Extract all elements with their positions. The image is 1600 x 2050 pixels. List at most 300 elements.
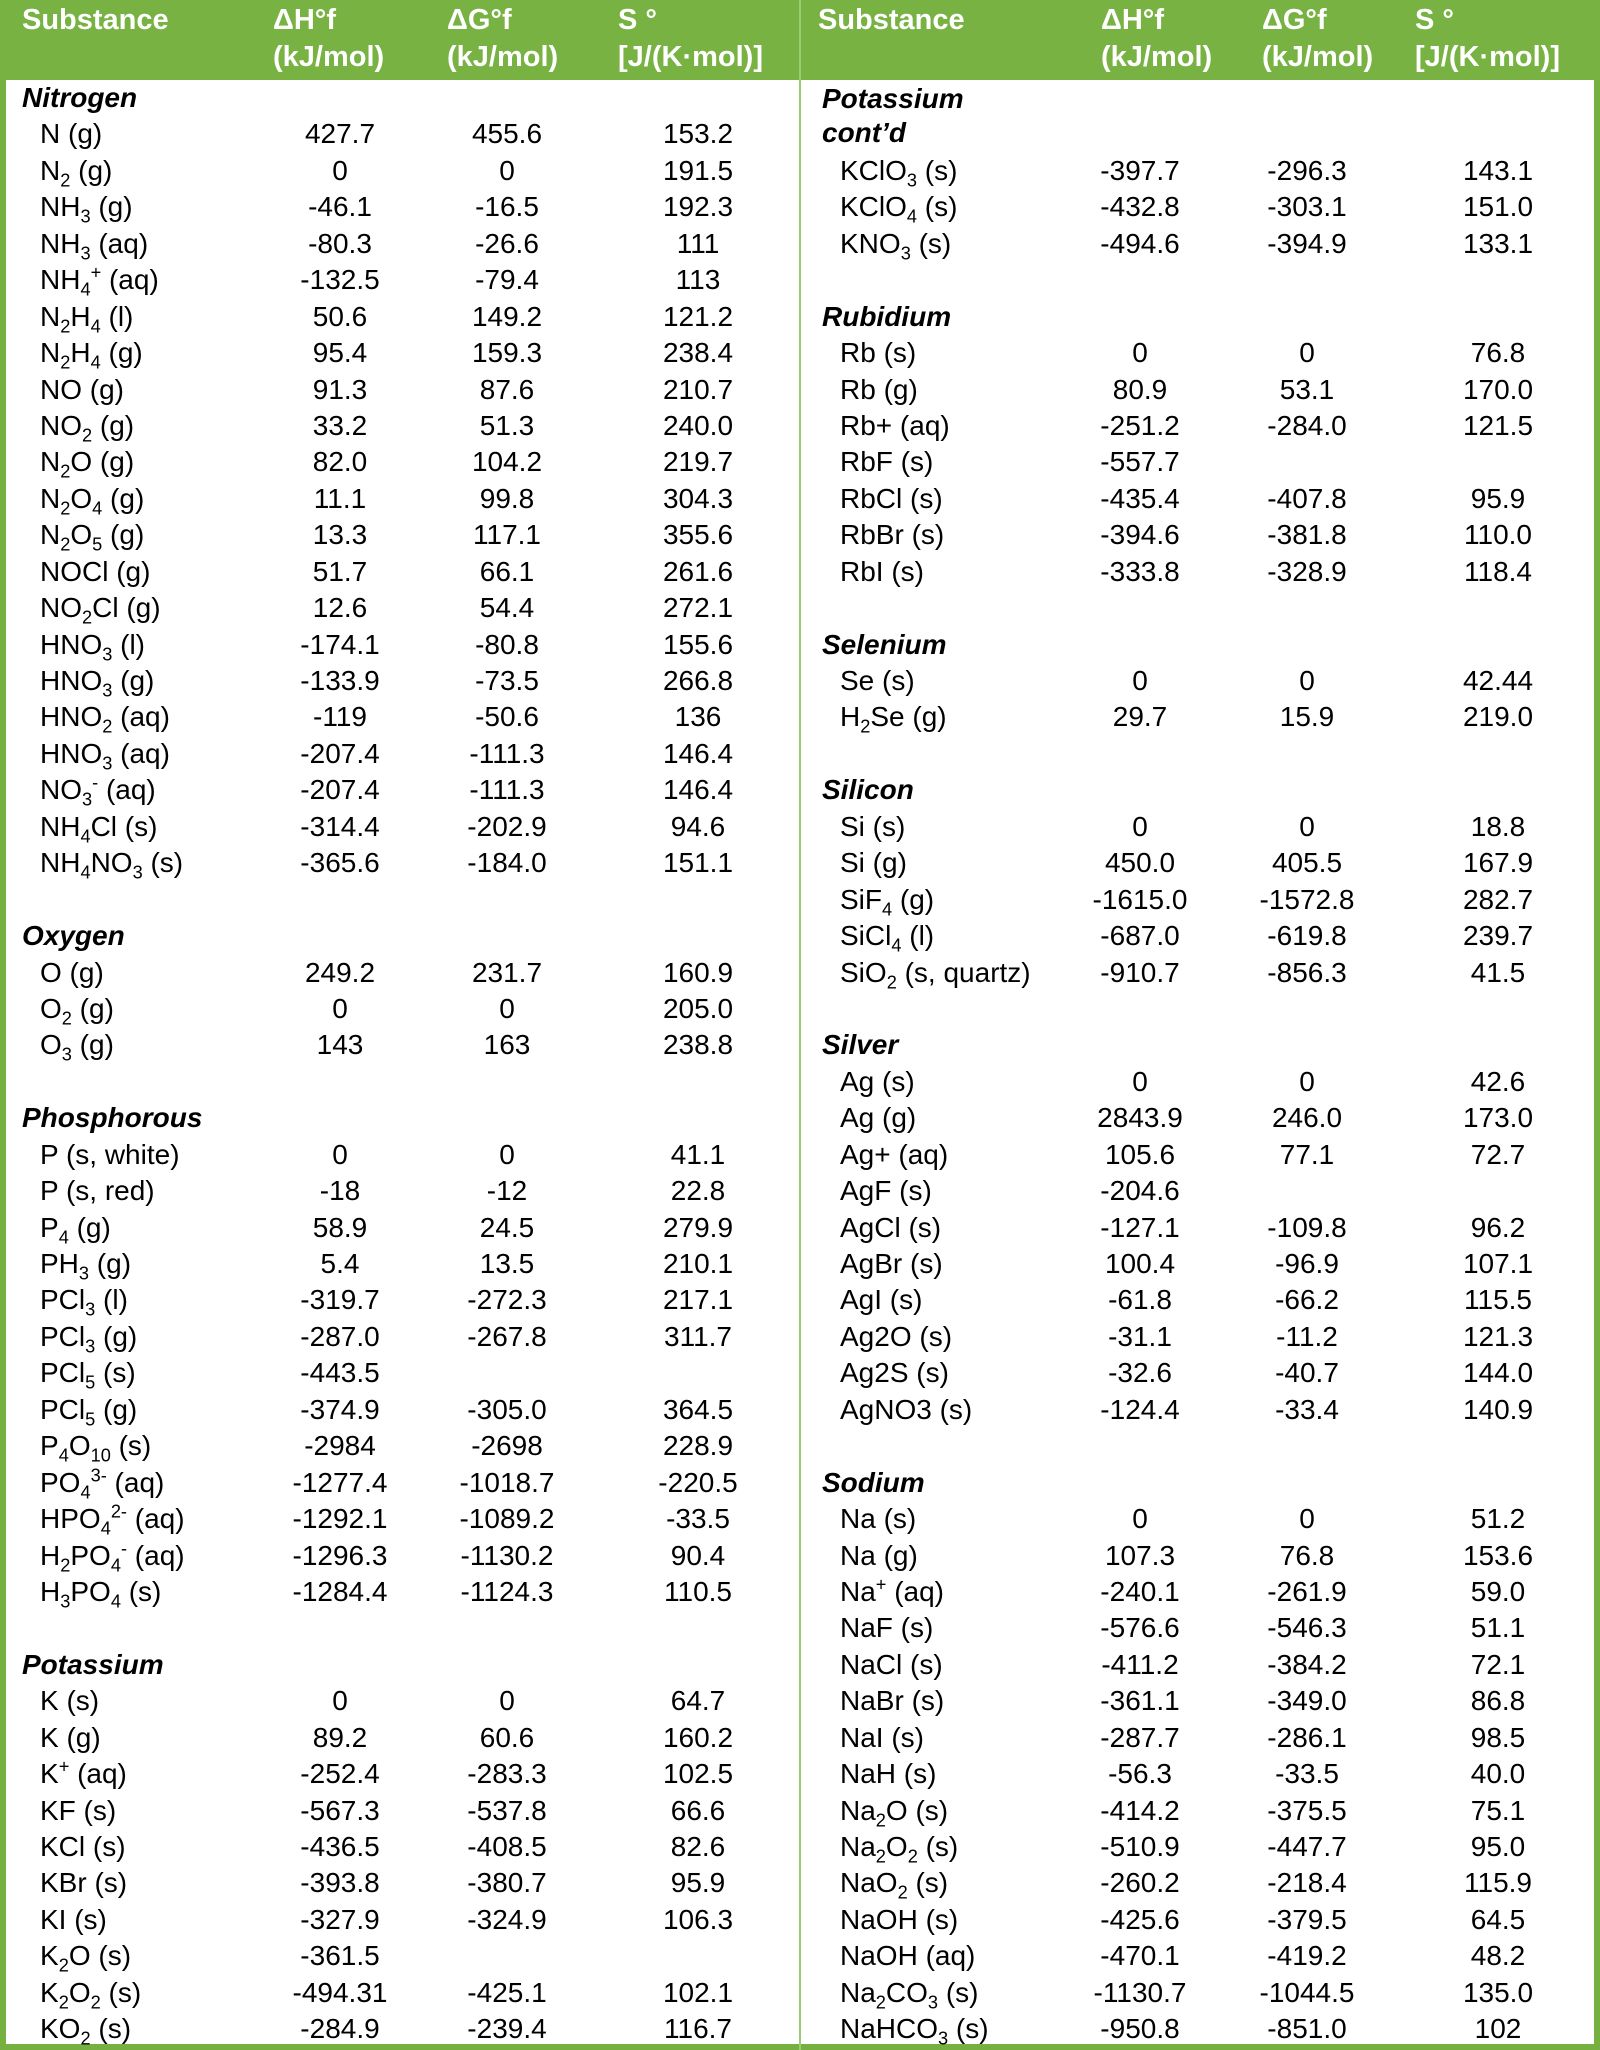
substance-cell: KCl (s) <box>40 1831 126 1862</box>
enthalpy-cell: -361.5 <box>300 1940 380 1972</box>
gibbs-energy-cell: -1044.5 <box>1259 1976 1355 2008</box>
substance-cell: $HNO_2$ (aq) <box>40 701 170 738</box>
table-row <box>800 1319 1600 1355</box>
gibbs-energy-cell: -40.7 <box>1275 1357 1339 1389</box>
gibbs-energy-cell: 24.5 <box>479 1211 535 1243</box>
enthalpy-cell: 0 <box>1132 1503 1148 1535</box>
substance-cell: Ag+ (aq) <box>840 1138 949 1170</box>
table-row <box>0 1282 800 1321</box>
substance-cell: $Na_2CO_3$ (s) <box>840 1976 979 2013</box>
entropy-cell: 135.0 <box>1462 1976 1534 2008</box>
header-enthalpy-right: ΔH°f (kJ/mol) <box>1101 4 1213 73</box>
table-row <box>800 1246 1600 1282</box>
gibbs-energy-cell: -851.0 <box>1267 2013 1347 2045</box>
enthalpy-cell: 107.3 <box>1104 1539 1176 1571</box>
enthalpy-cell: -240.1 <box>1100 1575 1180 1607</box>
enthalpy-cell: -432.8 <box>1100 191 1180 223</box>
enthalpy-cell: 0 <box>1132 1065 1148 1097</box>
substance-cell: $Na_2O$ (s) <box>840 1794 949 1831</box>
header-entropy-right: S ° [J/(K·mol)] <box>1415 4 1560 73</box>
substance-cell: $H_2Se$ (g) <box>840 701 947 738</box>
gibbs-energy-cell: -12 <box>486 1175 528 1207</box>
entropy-cell: 40.0 <box>1470 1758 1526 1790</box>
table-row <box>0 444 800 480</box>
table-row <box>800 517 1600 553</box>
substance-cell: $NO_2$ (g) <box>40 409 135 446</box>
table-row <box>0 335 800 371</box>
substance-cell: SiF$_4$ (g) <box>840 883 935 920</box>
substance-cell: $K_2O$ (s) <box>40 1940 132 1976</box>
gibbs-energy-cell: -296.3 <box>1267 154 1347 186</box>
substance-cell: NOCl (g) <box>40 555 151 587</box>
gibbs-energy-cell: 163 <box>483 1029 531 1061</box>
substance-cell: SiO$_2$ (s, quartz) <box>840 956 1031 993</box>
entropy-cell: -33.5 <box>666 1503 730 1535</box>
table-row <box>800 1355 1600 1391</box>
gibbs-energy-cell: -79.4 <box>475 264 539 296</box>
table-row <box>0 1465 800 1501</box>
entropy-cell: 96.2 <box>1470 1211 1526 1243</box>
substance-cell: $NH_4Cl$ (s) <box>40 810 158 847</box>
substance-cell: $NH_3$ (g) <box>40 191 133 227</box>
substance-cell: Na+ (aq) <box>840 1574 944 1607</box>
gibbs-energy-cell: -1572.8 <box>1259 883 1355 915</box>
gibbs-energy-cell: -408.5 <box>467 1831 547 1862</box>
table-row <box>0 1501 800 1537</box>
gibbs-energy-cell: -394.9 <box>1267 227 1347 259</box>
table-row <box>0 116 800 152</box>
substance-cell: P (s, white) <box>40 1138 180 1170</box>
header-enthalpy-left: ΔH°f (kJ/mol) <box>273 4 385 73</box>
substance-cell: KBr (s) <box>40 1867 128 1899</box>
substance-cell: Ag2S (s) <box>840 1357 949 1389</box>
substance-cell: KI (s) <box>40 1903 107 1935</box>
gibbs-energy-cell: -267.8 <box>467 1320 547 1352</box>
header-separator <box>799 0 801 80</box>
table-row <box>800 372 1600 408</box>
enthalpy-cell: -260.2 <box>1100 1867 1180 1899</box>
entropy-cell: 173.0 <box>1462 1102 1534 1134</box>
enthalpy-cell: 80.9 <box>1112 373 1168 405</box>
entropy-cell: 110.5 <box>664 1575 732 1607</box>
substance-cell: Na (g) <box>840 1539 918 1571</box>
gibbs-energy-cell: -2698 <box>471 1430 543 1462</box>
gibbs-energy-cell: -16.5 <box>475 191 539 223</box>
table-row <box>0 2011 800 2047</box>
enthalpy-cell: -393.8 <box>300 1867 380 1899</box>
substance-cell: AgNO3 (s) <box>840 1393 973 1425</box>
entropy-cell: 48.2 <box>1470 1940 1526 1972</box>
substance-cell: Rb (s) <box>840 337 917 369</box>
entropy-cell: 51.2 <box>1470 1503 1526 1535</box>
gibbs-energy-cell: 0 <box>499 1685 515 1717</box>
gibbs-energy-cell: -111.3 <box>469 774 545 806</box>
gibbs-energy-cell: 60.6 <box>479 1721 535 1753</box>
section-heading <box>800 1465 1600 1501</box>
enthalpy-cell: -207.4 <box>300 774 380 806</box>
substance-cell: NaO$_2$ (s) <box>840 1867 949 1904</box>
table-row <box>800 2011 1600 2047</box>
entropy-cell: 355.6 <box>662 519 734 551</box>
enthalpy-cell: -910.7 <box>1100 956 1180 988</box>
entropy-cell: 266.8 <box>662 665 734 696</box>
substance-cell: $NH_4^+$ (aq) <box>40 262 159 300</box>
substance-cell: $N_2H_4$ (g) <box>40 337 143 373</box>
table-row <box>0 736 800 772</box>
table-row <box>0 262 800 298</box>
table-row <box>800 1501 1600 1537</box>
entropy-cell: 115.5 <box>1464 1284 1532 1316</box>
header-gibbs-right: ΔG°f (kJ/mol) <box>1262 4 1374 73</box>
gibbs-energy-cell: -375.5 <box>1267 1794 1347 1826</box>
table-row <box>0 189 800 225</box>
enthalpy-cell: 58.9 <box>312 1211 368 1243</box>
substance-cell: $O_3$ (g) <box>40 1029 114 1065</box>
table-row <box>0 1683 800 1719</box>
substance-cell: $NO_2Cl$ (g) <box>40 592 161 628</box>
section-heading <box>0 80 800 116</box>
table-row <box>800 1137 1600 1173</box>
table-row <box>800 1902 1600 1938</box>
substance-cell: Se (s) <box>840 665 915 697</box>
enthalpy-cell: -494.31 <box>292 1976 388 2008</box>
enthalpy-cell: -374.9 <box>300 1393 380 1425</box>
header-substance-right: Substance <box>818 4 965 36</box>
table-row <box>800 335 1600 371</box>
entropy-cell: 121.3 <box>1462 1320 1534 1352</box>
substance-cell: AgF (s) <box>840 1175 932 1207</box>
entropy-cell: 136 <box>674 701 722 733</box>
enthalpy-cell: 12.6 <box>312 592 368 624</box>
table-row <box>800 1173 1600 1209</box>
entropy-cell: 116.7 <box>664 2013 732 2045</box>
enthalpy-cell: -133.9 <box>300 665 380 696</box>
table-row <box>0 1938 800 1974</box>
gibbs-energy-cell: -447.7 <box>1267 1831 1347 1863</box>
substance-cell: $O_2$ (g) <box>40 992 114 1029</box>
entropy-cell: 113 <box>675 264 721 296</box>
gibbs-energy-cell: -1018.7 <box>459 1466 555 1498</box>
substance-cell: RbI (s) <box>840 555 924 587</box>
enthalpy-cell: 0 <box>332 992 348 1024</box>
table-row <box>0 809 800 845</box>
entropy-cell: 279.9 <box>662 1211 734 1243</box>
entropy-cell: 41.5 <box>1470 956 1526 988</box>
enthalpy-cell: -46.1 <box>308 191 372 223</box>
substance-cell: KClO$_4$ (s) <box>840 191 958 227</box>
table-row <box>0 1392 800 1428</box>
entropy-cell: 160.2 <box>662 1721 734 1753</box>
table-row <box>0 1793 800 1829</box>
gibbs-energy-cell: 99.8 <box>479 482 535 514</box>
table-row <box>0 663 800 699</box>
enthalpy-cell: 0 <box>1132 810 1148 842</box>
enthalpy-cell: -252.4 <box>300 1758 380 1790</box>
gibbs-energy-cell: -286.1 <box>1267 1721 1347 1753</box>
table-row <box>0 1210 800 1246</box>
table-row <box>800 1210 1600 1246</box>
entropy-cell: 115.9 <box>1464 1867 1532 1899</box>
table-row <box>800 226 1600 262</box>
substance-cell: NaI (s) <box>840 1721 924 1753</box>
substance-cell: O (g) <box>40 956 104 988</box>
table-row <box>800 1683 1600 1719</box>
enthalpy-cell: -204.6 <box>1100 1175 1180 1207</box>
table-row <box>800 1829 1600 1865</box>
gibbs-energy-cell: 0 <box>1299 337 1315 369</box>
entropy-cell: 240.0 <box>662 409 734 441</box>
entropy-cell: 205.0 <box>662 992 734 1024</box>
table-row <box>0 1975 800 2011</box>
substance-cell: $H_3PO_4$ (s) <box>40 1575 162 1612</box>
substance-cell: NaOH (s) <box>840 1903 959 1935</box>
substance-cell: $H_2PO_4^-$ (aq) <box>40 1538 185 1576</box>
enthalpy-cell: -124.4 <box>1100 1393 1180 1425</box>
table-row <box>0 772 800 808</box>
enthalpy-cell: 5.4 <box>320 1248 360 1279</box>
table-row <box>800 481 1600 517</box>
gibbs-energy-cell: -419.2 <box>1267 1940 1347 1972</box>
gibbs-energy-cell: 66.1 <box>479 555 535 587</box>
substance-cell: $N_2O_5$ (g) <box>40 519 145 555</box>
enthalpy-cell: 249.2 <box>304 956 376 988</box>
gibbs-energy-cell: -349.0 <box>1267 1685 1347 1717</box>
enthalpy-cell: -494.6 <box>1100 227 1180 259</box>
header-entropy-left: S ° [J/(K·mol)] <box>618 4 763 73</box>
table-row <box>800 1392 1600 1428</box>
enthalpy-cell: -284.9 <box>300 2013 380 2045</box>
entropy-cell: 144.0 <box>1462 1357 1534 1389</box>
substance-cell: AgI (s) <box>840 1284 923 1316</box>
section-heading <box>800 80 1600 153</box>
enthalpy-cell: -2984 <box>304 1430 376 1462</box>
substance-cell: AgBr (s) <box>840 1248 943 1280</box>
gibbs-energy-cell: -202.9 <box>467 810 547 842</box>
spacer-row <box>0 1610 800 1646</box>
substance-cell: Ag2O (s) <box>840 1320 953 1352</box>
enthalpy-cell: -327.9 <box>300 1903 380 1935</box>
substance-cell: PCl$_5$ (s) <box>40 1357 136 1393</box>
entropy-cell: 51.1 <box>1470 1612 1526 1644</box>
section-heading <box>800 1027 1600 1063</box>
entropy-cell: 72.1 <box>1470 1648 1526 1680</box>
enthalpy-cell: 0 <box>1132 337 1148 369</box>
section-heading <box>0 918 800 954</box>
entropy-cell: 192.3 <box>662 191 734 223</box>
entropy-cell: 59.0 <box>1470 1575 1526 1607</box>
enthalpy-cell: -411.2 <box>1101 1648 1179 1680</box>
header-gibbs-left: ΔG°f (kJ/mol) <box>447 4 559 73</box>
enthalpy-cell: -119 <box>313 701 367 733</box>
enthalpy-cell: -287.0 <box>300 1320 380 1352</box>
table-row <box>0 481 800 517</box>
table-row <box>800 1282 1600 1318</box>
gibbs-energy-cell: -1089.2 <box>459 1503 555 1535</box>
entropy-cell: 95.9 <box>1470 482 1526 514</box>
substance-cell: $NO_3^-$ (aq) <box>40 772 156 810</box>
table-row <box>800 1610 1600 1646</box>
entropy-cell: 160.9 <box>662 956 734 988</box>
entropy-cell: 118.4 <box>1464 555 1532 587</box>
entropy-cell: 238.8 <box>662 1029 734 1061</box>
entropy-cell: 22.8 <box>670 1175 726 1207</box>
enthalpy-cell: 427.7 <box>304 118 376 150</box>
gibbs-energy-cell: -261.9 <box>1267 1575 1347 1607</box>
table-row <box>800 1538 1600 1574</box>
table-row <box>800 1793 1600 1829</box>
entropy-cell: 64.5 <box>1470 1903 1526 1935</box>
right-column <box>800 80 1600 2048</box>
gibbs-energy-cell: 0 <box>1299 1503 1315 1535</box>
table-row <box>0 991 800 1027</box>
entropy-cell: 140.9 <box>1462 1393 1534 1425</box>
table-row <box>800 1100 1600 1136</box>
entropy-cell: 64.7 <box>670 1685 726 1717</box>
enthalpy-cell: -314.4 <box>300 810 380 842</box>
enthalpy-cell: -361.1 <box>1100 1685 1180 1717</box>
entropy-cell: 95.0 <box>1470 1831 1526 1863</box>
entropy-cell: 210.7 <box>662 373 734 405</box>
entropy-cell: 106.3 <box>662 1903 734 1935</box>
enthalpy-cell: -333.8 <box>1100 555 1180 587</box>
substance-cell: K (g) <box>40 1721 101 1753</box>
entropy-cell: 143.1 <box>1462 154 1534 186</box>
gibbs-energy-cell: -305.0 <box>467 1393 547 1425</box>
section-heading <box>800 627 1600 663</box>
enthalpy-cell: 50.6 <box>312 300 368 332</box>
gibbs-energy-cell: -328.9 <box>1267 555 1347 587</box>
table-row <box>0 372 800 408</box>
enthalpy-cell: -557.7 <box>1100 446 1180 478</box>
enthalpy-cell: -287.7 <box>1100 1721 1180 1753</box>
enthalpy-cell: -132.5 <box>300 264 380 296</box>
entropy-cell: 121.5 <box>1462 409 1534 441</box>
substance-cell: KClO$_3$ (s) <box>840 154 958 191</box>
spacer-row <box>800 590 1600 626</box>
substance-cell: $K_2O_2$ (s) <box>40 1976 142 2013</box>
enthalpy-cell: 105.6 <box>1104 1138 1176 1170</box>
table-row <box>800 1938 1600 1974</box>
substance-cell: K (s) <box>40 1685 100 1717</box>
table-row <box>0 627 800 663</box>
table-row <box>800 955 1600 991</box>
gibbs-energy-cell: -619.8 <box>1267 920 1347 952</box>
enthalpy-cell: -61.8 <box>1108 1284 1172 1316</box>
substance-cell: $HNO_3$ (aq) <box>40 737 170 774</box>
enthalpy-cell: -1292.1 <box>292 1503 388 1535</box>
table-row <box>800 1064 1600 1100</box>
gibbs-energy-cell: -11.2 <box>1276 1320 1338 1352</box>
section-heading-label: Silicon <box>822 774 914 806</box>
gibbs-energy-cell: -381.8 <box>1267 519 1347 551</box>
enthalpy-cell: -414.2 <box>1100 1794 1180 1826</box>
enthalpy-cell: 0 <box>332 1685 348 1717</box>
left-column <box>0 80 800 2048</box>
substance-cell: $N_2O$ (g) <box>40 446 135 482</box>
table-row <box>0 1720 800 1756</box>
enthalpy-cell: -435.4 <box>1100 482 1180 514</box>
table-row <box>0 153 800 189</box>
entropy-cell: 238.4 <box>662 337 734 369</box>
enthalpy-cell: -436.5 <box>300 1831 380 1862</box>
substance-cell: Si (g) <box>840 847 907 879</box>
entropy-cell: 75.1 <box>1470 1794 1526 1826</box>
gibbs-energy-cell: 53.1 <box>1279 373 1335 405</box>
entropy-cell: 219.7 <box>662 446 734 478</box>
table-row <box>0 1902 800 1938</box>
gibbs-energy-cell: 87.6 <box>479 373 535 405</box>
table-row <box>800 1720 1600 1756</box>
substance-cell: $P_4$ (g) <box>40 1211 111 1248</box>
substance-cell: RbF (s) <box>840 446 934 478</box>
gibbs-energy-cell: 104.2 <box>471 446 543 478</box>
gibbs-energy-cell: -284.0 <box>1267 409 1347 441</box>
substance-cell: P (s, red) <box>40 1175 155 1207</box>
table-row <box>0 1246 800 1282</box>
enthalpy-cell: 51.7 <box>312 555 368 587</box>
table-row <box>0 517 800 553</box>
entropy-cell: 210.1 <box>662 1248 734 1279</box>
enthalpy-cell: -80.3 <box>308 227 372 259</box>
entropy-cell: 102.1 <box>662 1976 734 2008</box>
enthalpy-cell: -365.6 <box>300 847 380 879</box>
table-row <box>800 189 1600 225</box>
table-row <box>0 1538 800 1574</box>
enthalpy-cell: 33.2 <box>312 409 368 441</box>
gibbs-energy-cell: -73.5 <box>475 665 539 696</box>
entropy-cell: 153.2 <box>662 118 734 150</box>
gibbs-energy-cell: -111.3 <box>469 737 545 769</box>
gibbs-energy-cell: 51.3 <box>479 409 535 441</box>
gibbs-energy-cell: 54.4 <box>479 592 535 624</box>
entropy-cell: 110.0 <box>1464 519 1532 551</box>
gibbs-energy-cell: 159.3 <box>471 337 543 369</box>
gibbs-energy-cell: 0 <box>1299 1065 1315 1097</box>
enthalpy-cell: -319.7 <box>300 1284 380 1316</box>
substance-cell: $PO_4^{3-}$ (aq) <box>40 1465 165 1503</box>
substance-cell: NaOH (aq) <box>840 1940 976 1972</box>
enthalpy-cell: -1284.4 <box>292 1575 388 1607</box>
substance-cell: $N_2H_4$ (l) <box>40 300 134 337</box>
table-row <box>0 1574 800 1610</box>
gibbs-energy-cell: -546.3 <box>1267 1612 1347 1644</box>
gibbs-energy-cell: 455.6 <box>471 118 543 150</box>
substance-cell: $N_2$ (g) <box>40 154 113 191</box>
gibbs-energy-cell: -239.4 <box>467 2013 547 2045</box>
enthalpy-cell: -394.6 <box>1100 519 1180 551</box>
table-row <box>0 1355 800 1391</box>
substance-cell: $HNO_3$ (g) <box>40 665 155 701</box>
entropy-cell: 133.1 <box>1462 227 1534 259</box>
enthalpy-cell: 143 <box>316 1029 364 1061</box>
enthalpy-cell: -950.8 <box>1100 2013 1180 2045</box>
gibbs-energy-cell: 149.2 <box>471 300 543 332</box>
section-heading <box>0 1100 800 1136</box>
gibbs-energy-cell: 405.5 <box>1271 847 1343 879</box>
spacer-row <box>800 262 1600 298</box>
table-row <box>0 955 800 991</box>
gibbs-energy-cell: -80.8 <box>475 628 539 660</box>
section-heading-label: Potassium cont’d <box>822 83 964 148</box>
gibbs-energy-cell: 13.5 <box>479 1248 535 1279</box>
spacer-row <box>800 1428 1600 1464</box>
table-row <box>800 1756 1600 1792</box>
gibbs-energy-cell: -218.4 <box>1267 1867 1347 1899</box>
gibbs-energy-cell: -272.3 <box>467 1284 547 1316</box>
table-row <box>0 699 800 738</box>
substance-cell: $PH_3$ (g) <box>40 1248 132 1284</box>
enthalpy-cell: 13.3 <box>312 519 368 551</box>
